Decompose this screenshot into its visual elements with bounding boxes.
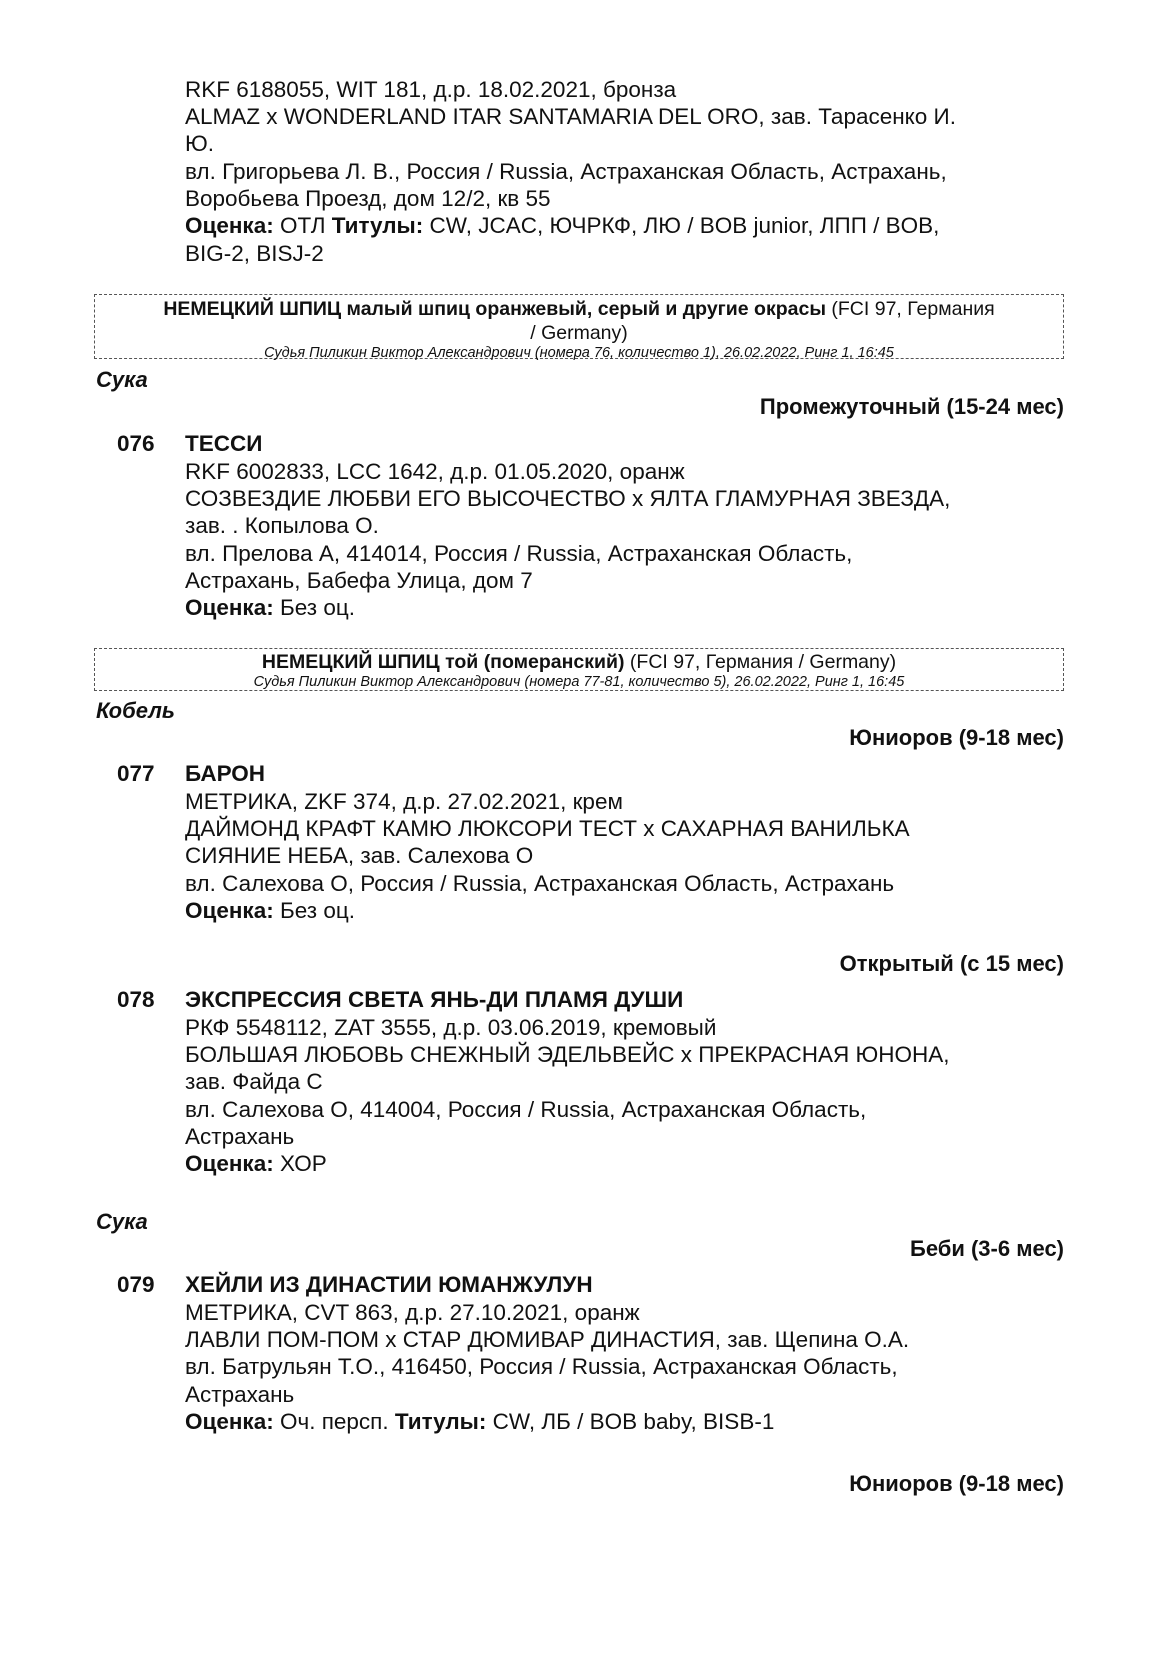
entry-parents: ALMAZ x WONDERLAND ITAR SANTAMARIA DEL ORO, зав. Тарасенко И. <box>185 104 956 129</box>
entry-name: ХЕЙЛИ ИЗ ДИНАСТИИ ЮМАНЖУЛУН <box>185 1272 593 1297</box>
breed-fci: (FCI 97, Германия / Germany) <box>624 651 897 673</box>
entry-grade <box>185 897 355 925</box>
entry-owner: вл. Батрульян Т.О., 416450, Россия / Russia, Астраханская Область, <box>185 1354 898 1379</box>
entry-grade-titles <box>185 1408 774 1436</box>
entry-registration: МЕТРИКА, ZKF 374, д.р. 27.02.2021, крем <box>185 789 623 814</box>
entry-parents: СОЗВЕЗДИЕ ЛЮБВИ ЕГО ВЫСОЧЕСТВО x ЯЛТА ГЛАМУРНАЯ ЗВЕЗДА, <box>185 486 951 511</box>
titles-label: Титулы: <box>394 1409 487 1434</box>
class-heading: Юниоров (9-18 мес) <box>849 725 1064 750</box>
entry-parents-cont: Ю. <box>185 131 214 156</box>
entry-number: 076 <box>117 431 155 456</box>
sex-heading: Кобель <box>96 698 175 723</box>
entry-registration: RKF 6188055, WIT 181, д.р. 18.02.2021, бронза <box>185 77 677 102</box>
grade-value: Оч. персп. <box>273 1409 395 1434</box>
grade-label: Оценка: <box>185 1151 274 1176</box>
breed-name: НЕМЕЦКИЙ ШПИЦ малый шпиц оранжевый, серый и другие окрасы <box>163 298 826 320</box>
entry-owner: вл. Салехова О, 414004, Россия / Russia, Астраханская Область, <box>185 1097 867 1122</box>
entry-number: 078 <box>117 987 155 1012</box>
entry-titles-cont: BIG-2, BISJ-2 <box>185 241 324 266</box>
grade-label: Оценка: <box>185 898 274 923</box>
entry-grade <box>185 594 355 622</box>
entry-name: БАРОН <box>185 761 266 786</box>
entry-owner-cont: Воробьева Проезд, дом 12/2, кв 55 <box>185 186 551 211</box>
titles-value: CW, ЛБ / BOB baby, BISB-1 <box>486 1409 775 1434</box>
titles-label: Титулы: <box>331 213 424 238</box>
sex-heading: Сука <box>96 1209 148 1234</box>
entry-breeder: зав. . Копылова О. <box>185 513 379 538</box>
grade-value: ОТЛ <box>273 213 332 238</box>
judge-info: Судья Пиликин Виктор Александрович (номера 77-81, количество 5), 26.02.2022, Ринг 1, 16:45 <box>253 674 905 690</box>
entry-parents: БОЛЬШАЯ ЛЮБОВЬ СНЕЖНЫЙ ЭДЕЛЬВЕЙС x ПРЕКРАСНАЯ ЮНОНА, <box>185 1042 950 1067</box>
grade-label: Оценка: <box>185 213 274 238</box>
entry-parents-cont: СИЯНИЕ НЕБА, зав. Салехова О <box>185 843 534 868</box>
entry-parents: ЛАВЛИ ПОМ-ПОМ x СТАР ДЮМИВАР ДИНАСТИЯ, зав. Щепина О.А. <box>185 1327 910 1352</box>
breed-name: НЕМЕЦКИЙ ШПИЦ той (померанский) <box>261 651 625 673</box>
grade-value: Без оц. <box>273 595 355 620</box>
class-heading: Промежуточный (15-24 мес) <box>759 394 1064 419</box>
entry-breeder: зав. Файда С <box>185 1069 323 1094</box>
class-heading: Открытый (с 15 мес) <box>839 951 1064 976</box>
grade-value: ХОР <box>273 1151 327 1176</box>
breed-title <box>95 297 1063 321</box>
breed-title <box>95 650 1063 674</box>
entry-registration: МЕТРИКА, CVT 863, д.р. 27.10.2021, оранж <box>185 1300 640 1325</box>
entry-owner-cont: Астрахань <box>185 1382 295 1407</box>
entry-owner: вл. Прелова А, 414014, Россия / Russia, Астраханская Область, <box>185 541 853 566</box>
breed-title-cont: / Germany) <box>530 322 628 344</box>
judge-info: Судья Пиликин Виктор Александрович (номера 76, количество 1), 26.02.2022, Ринг 1, 16:45 <box>264 345 894 361</box>
breed-header-box <box>94 648 1064 691</box>
entry-owner-cont: Астрахань <box>185 1124 295 1149</box>
entry-registration: РКФ 5548112, ZAT 3555, д.р. 03.06.2019, кремовый <box>185 1015 717 1040</box>
grade-value: Без оц. <box>273 898 355 923</box>
entry-grade-titles <box>185 212 939 240</box>
entry-parents: ДАЙМОНД КРАФТ КАМЮ ЛЮКСОРИ ТЕСТ x САХАРНАЯ ВАНИЛЬКА <box>185 816 910 841</box>
entry-registration: RKF 6002833, LCC 1642, д.р. 01.05.2020, оранж <box>185 459 685 484</box>
entry-owner: вл. Салехова О, Россия / Russia, Астраханская Область, Астрахань <box>185 871 895 896</box>
titles-value: CW, JCAC, ЮЧРКФ, ЛЮ / BOB junior, ЛПП / BOB, <box>423 213 940 238</box>
entry-name: ТЕССИ <box>185 431 263 456</box>
entry-number: 079 <box>117 1272 155 1297</box>
entry-owner-cont: Астрахань, Бабефа Улица, дом 7 <box>185 568 533 593</box>
class-heading: Беби (3-6 мес) <box>910 1236 1064 1261</box>
class-heading: Юниоров (9-18 мес) <box>849 1471 1064 1496</box>
entry-number: 077 <box>117 761 155 786</box>
entry-name: ЭКСПРЕССИЯ СВЕТА ЯНЬ-ДИ ПЛАМЯ ДУШИ <box>185 987 684 1012</box>
sex-heading: Сука <box>96 367 148 392</box>
grade-label: Оценка: <box>185 595 274 620</box>
breed-fci: (FCI 97, Германия <box>825 298 995 320</box>
grade-label: Оценка: <box>185 1409 274 1434</box>
entry-grade <box>185 1150 327 1178</box>
breed-header-box <box>94 294 1064 359</box>
entry-owner: вл. Григорьева Л. В., Россия / Russia, Астраханская Область, Астрахань, <box>185 159 947 184</box>
